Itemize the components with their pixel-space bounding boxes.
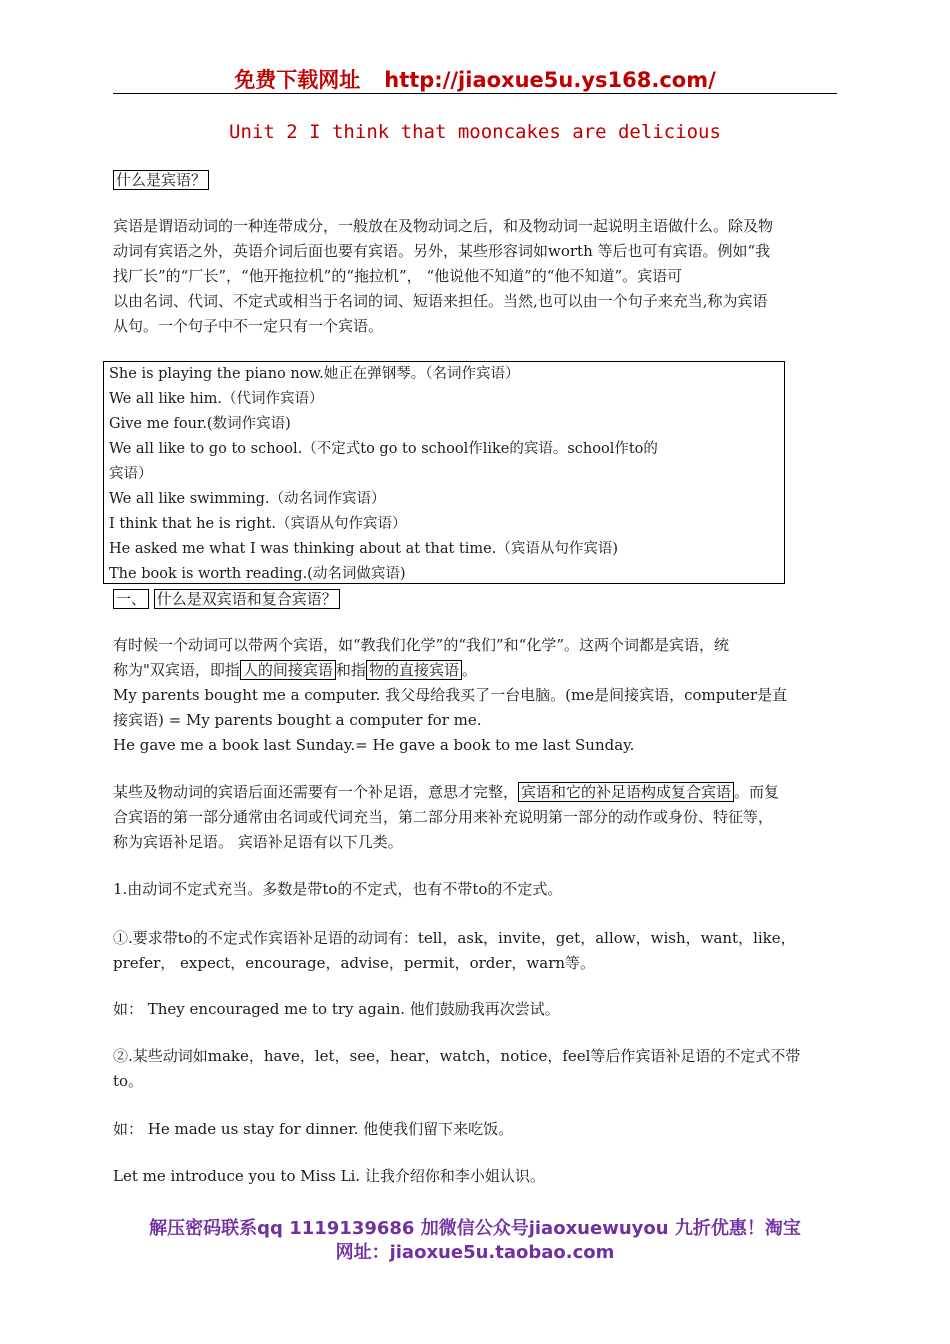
footer-link[interactable]: 网址：jiaoxue5u.taobao.com bbox=[335, 1242, 615, 1263]
direct-object-highlight: 物的直接宾语 bbox=[366, 660, 462, 680]
example-line: Give me four.(数词作宾语) bbox=[109, 416, 291, 432]
header-divider bbox=[113, 93, 837, 94]
section2-paragraph2 bbox=[113, 780, 837, 855]
paragraph-line: 某些及物动词的宾语后面还需要有一个补足语，意思才完整， 宾语和它的补足语构成复合宾语 。而复 bbox=[113, 783, 780, 801]
paragraph-line: 找厂长”的“厂长”，“他开拖拉机”的“拖拉机”， “他说他不知道”的“他不知道”。宾语可 bbox=[113, 267, 683, 285]
examples-box bbox=[103, 361, 785, 584]
paragraph-line: 有时候一个动词可以带两个宾语，如“教我们化学”的“我们”和“化学”。这两个词都是宾语，统 bbox=[113, 636, 730, 654]
section2-heading-number: 一、 bbox=[113, 589, 149, 609]
example-line: We all like swimming.（动名词作宾语） bbox=[109, 491, 386, 507]
paragraph-line: 动词有宾语之外，英语介词后面也要有宾语。另外，某些形容词如worth 等后也可有宾语。例如“我 bbox=[113, 242, 771, 260]
sub-item2: ②.某些动词如make，have，let，see，hear，watch，notice，feel等后作宾语补足语的不定式不带 to。 bbox=[113, 1047, 801, 1090]
example-line: She is playing the piano now.她正在弹钢琴。（名词作宾语） bbox=[109, 366, 520, 382]
sub-item1: ①.要求带to的不定式作宾语补足语的动词有：tell，ask，invite，get，allow，wish，want，like， prefer， expect，encourage，advise，permit，order，warn等。 bbox=[113, 929, 796, 972]
indirect-object-highlight: 人的间接宾语 bbox=[240, 660, 336, 680]
header-label: 免费下载网址 bbox=[234, 68, 361, 92]
example-line: I think that he is right.（宾语从句作宾语） bbox=[109, 516, 407, 532]
section2-heading bbox=[113, 589, 340, 609]
section1-paragraph bbox=[113, 214, 837, 339]
example-line: We all like to go to school.（不定式to go to school作like的宾语。school作to的 bbox=[109, 441, 658, 457]
footer-line: 解压密码联系qq 1119139686 加微信公众号jiaoxuewuyou 九折优惠！淘宝 bbox=[149, 1218, 801, 1239]
header-url-link[interactable]: http://jiaoxue5u.ys168.com/ bbox=[384, 68, 716, 92]
page-title: Unit 2 I think that mooncakes are delicious bbox=[229, 121, 721, 143]
paragraph-line: 称为宾语补足语。 宾语补足语有以下几类。 bbox=[113, 833, 403, 851]
paragraph-line: 以由名词、代词、不定式或相当于名词的词、短语来担任。当然,也可以由一个句子来充当,称为宾语 bbox=[113, 292, 768, 310]
paragraph-line: 称为"双宾语，即指 人的间接宾语 和指 物的直接宾语 。 bbox=[113, 661, 477, 679]
section2-heading-text: 什么是双宾语和复合宾语？ bbox=[154, 589, 340, 609]
section2-paragraph1 bbox=[113, 633, 837, 758]
footer-banner bbox=[113, 1217, 837, 1265]
item1: 1.由动词不定式充当。多数是带to的不定式，也有不带to的不定式。 bbox=[113, 880, 563, 898]
example-line: The book is worth reading.(动名词做宾语) bbox=[109, 566, 406, 582]
header-banner bbox=[113, 64, 837, 96]
example3: Let me introduce you to Miss Li. 让我介绍你和李小姐认识。 bbox=[113, 1167, 545, 1185]
example-line: My parents bought me a computer. 我父母给我买了一台电脑。(me是间接宾语，computer是直 bbox=[113, 686, 788, 704]
example-line: 宾语） bbox=[109, 466, 153, 482]
example-line: 接宾语) = My parents bought a computer for me. bbox=[113, 711, 482, 729]
paragraph-line: 从句。一个句子中不一定只有一个宾语。 bbox=[113, 317, 384, 335]
example-line: He asked me what I was thinking about at that time.（宾语从句作宾语) bbox=[109, 541, 619, 557]
paragraph-line: 合宾语的第一部分通常由名词或代词充当，第二部分用来补充说明第一部分的动作或身份、特征等， bbox=[113, 808, 774, 826]
example-line: We all like him.（代词作宾语） bbox=[109, 391, 324, 407]
paragraph-line: 宾语是谓语动词的一种连带成分，一般放在及物动词之后，和及物动词一起说明主语做什么。除及物 bbox=[113, 217, 774, 235]
example1: 如： They encouraged me to try again. 他们鼓励我再次尝试。 bbox=[113, 1000, 560, 1018]
example2: 如： He made us stay for dinner. 他使我们留下来吃饭。 bbox=[113, 1120, 514, 1138]
complex-object-highlight: 宾语和它的补足语构成复合宾语 bbox=[518, 782, 734, 802]
example-line: He gave me a book last Sunday.= He gave a book to me last Sunday. bbox=[113, 736, 635, 754]
section1-heading: 什么是宾语？ bbox=[113, 170, 209, 190]
